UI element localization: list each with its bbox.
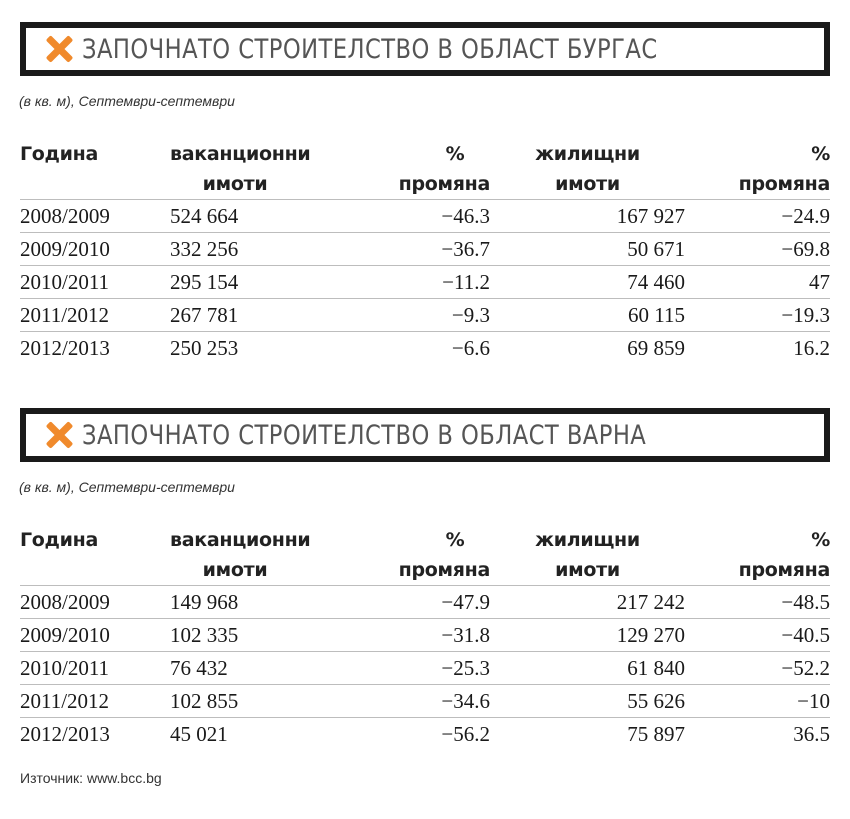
section-burgas (20, 22, 830, 364)
cell-year: 2011/2012 (20, 299, 170, 332)
header-vacation: ваканционни имоти (170, 525, 300, 586)
cell-residential: 55 626 (490, 685, 685, 718)
cell-vacation: 524 664 (170, 200, 300, 233)
header-year: Година (20, 139, 170, 200)
section-varna (20, 408, 830, 750)
header-vacation-pct: % промяна (300, 139, 490, 200)
cell-residential: 61 840 (490, 652, 685, 685)
table-row (20, 332, 830, 365)
cell-residential: 74 460 (490, 266, 685, 299)
header-vacation-pct: % промяна (300, 525, 490, 586)
cell-year: 2012/2013 (20, 336, 110, 360)
cell-residential-pct: −10 (685, 685, 830, 718)
section-subtitle: (в кв. м), Септември-септември (19, 479, 235, 495)
data-table-burgas (20, 139, 830, 364)
cell-residential-pct: −24.9 (685, 200, 830, 233)
header-residential: жилищни имоти (490, 139, 685, 200)
cell-year: 2008/2009 (20, 586, 170, 619)
cell-vacation-pct: −9.3 (300, 299, 490, 332)
cell-year: 2009/2010 (20, 233, 170, 266)
cell-residential-pct: −40.5 (685, 619, 830, 652)
header-vacation: ваканционни имоти (170, 139, 300, 200)
table-row (20, 652, 830, 685)
cell-residential-pct: 16.2 (793, 336, 830, 360)
table-header-row (20, 525, 830, 586)
cell-year: 2010/2011 (20, 652, 170, 685)
section-subtitle: (в кв. м), Септември-септември (19, 93, 235, 109)
cell-year: 2008/2009 (20, 200, 170, 233)
section-title: ЗАПОЧНАТО СТРОИТЕЛСТВО В ОБЛАСТ ВАРНА (82, 419, 647, 451)
cell-residential-pct: −19.3 (685, 299, 830, 332)
header-residential-pct: % промяна (685, 139, 830, 200)
cell-vacation-pct: −56.2 (441, 722, 490, 746)
section-title-box (20, 408, 830, 462)
cell-vacation: 102 855 (170, 685, 300, 718)
cell-residential: 60 115 (490, 299, 685, 332)
orange-x-icon (44, 420, 74, 450)
cell-residential-pct: 47 (685, 266, 830, 299)
cell-vacation-pct: −6.6 (451, 336, 490, 360)
header-residential: жилищни имоти (490, 525, 685, 586)
cell-vacation-pct: −46.3 (300, 200, 490, 233)
cell-vacation-pct: −47.9 (300, 586, 490, 619)
cell-year: 2011/2012 (20, 685, 170, 718)
cell-vacation-pct: −36.7 (300, 233, 490, 266)
cell-vacation-pct: −25.3 (300, 652, 490, 685)
cell-year: 2009/2010 (20, 619, 170, 652)
cell-year: 2012/2013 (20, 722, 110, 746)
cell-residential-pct: −48.5 (685, 586, 830, 619)
table-row (20, 619, 830, 652)
table-row (20, 200, 830, 233)
cell-vacation-pct: −31.8 (300, 619, 490, 652)
cell-residential: 75 897 (627, 722, 685, 746)
cell-residential-pct: −69.8 (685, 233, 830, 266)
cell-residential-pct: −52.2 (685, 652, 830, 685)
table-row (20, 685, 830, 718)
table-row (20, 718, 830, 751)
cell-year: 2010/2011 (20, 266, 170, 299)
table-header-row (20, 139, 830, 200)
cell-vacation: 76 432 (170, 652, 300, 685)
cell-vacation-pct: −34.6 (300, 685, 490, 718)
table-row (20, 266, 830, 299)
cell-vacation: 149 968 (170, 586, 300, 619)
section-title-box (20, 22, 830, 76)
orange-x-icon (44, 34, 74, 64)
source-note: Източник: www.bcc.bg (20, 770, 162, 786)
cell-vacation: 102 335 (170, 619, 300, 652)
cell-vacation: 45 021 (170, 722, 228, 746)
cell-vacation: 295 154 (170, 266, 300, 299)
cell-vacation: 267 781 (170, 299, 300, 332)
cell-residential: 69 859 (627, 336, 685, 360)
cell-vacation-pct: −11.2 (300, 266, 490, 299)
header-residential-pct: % промяна (685, 525, 830, 586)
cell-residential: 50 671 (490, 233, 685, 266)
cell-residential-pct: 36.5 (793, 722, 830, 746)
data-table-varna (20, 525, 830, 750)
table-row (20, 233, 830, 266)
cell-vacation: 332 256 (170, 233, 300, 266)
cell-residential: 129 270 (490, 619, 685, 652)
cell-residential: 217 242 (490, 586, 685, 619)
section-title: ЗАПОЧНАТО СТРОИТЕЛСТВО В ОБЛАСТ БУРГАС (82, 33, 658, 65)
table-row (20, 299, 830, 332)
header-year: Година (20, 525, 170, 586)
table-row (20, 586, 830, 619)
cell-residential: 167 927 (490, 200, 685, 233)
cell-vacation: 250 253 (170, 336, 239, 360)
